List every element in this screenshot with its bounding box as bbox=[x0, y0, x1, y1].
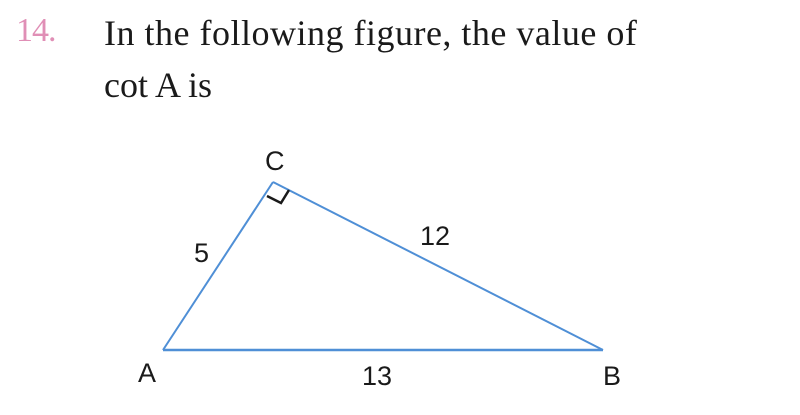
question-text-line-1: In the following figure, the value of bbox=[104, 13, 638, 53]
side-cb bbox=[273, 182, 603, 350]
side-label-cb: 12 bbox=[420, 221, 451, 251]
side-label-ac: 5 bbox=[194, 238, 210, 268]
question-number: 14. bbox=[16, 12, 56, 49]
side-ac bbox=[163, 182, 273, 350]
vertex-label-c: C bbox=[265, 146, 285, 176]
vertex-label-b: B bbox=[603, 361, 622, 391]
vertex-label-a: A bbox=[138, 358, 157, 388]
question-text-line-2: cot A is bbox=[104, 65, 213, 105]
right-angle-marker bbox=[267, 190, 289, 203]
side-label-ab: 13 bbox=[362, 361, 393, 391]
